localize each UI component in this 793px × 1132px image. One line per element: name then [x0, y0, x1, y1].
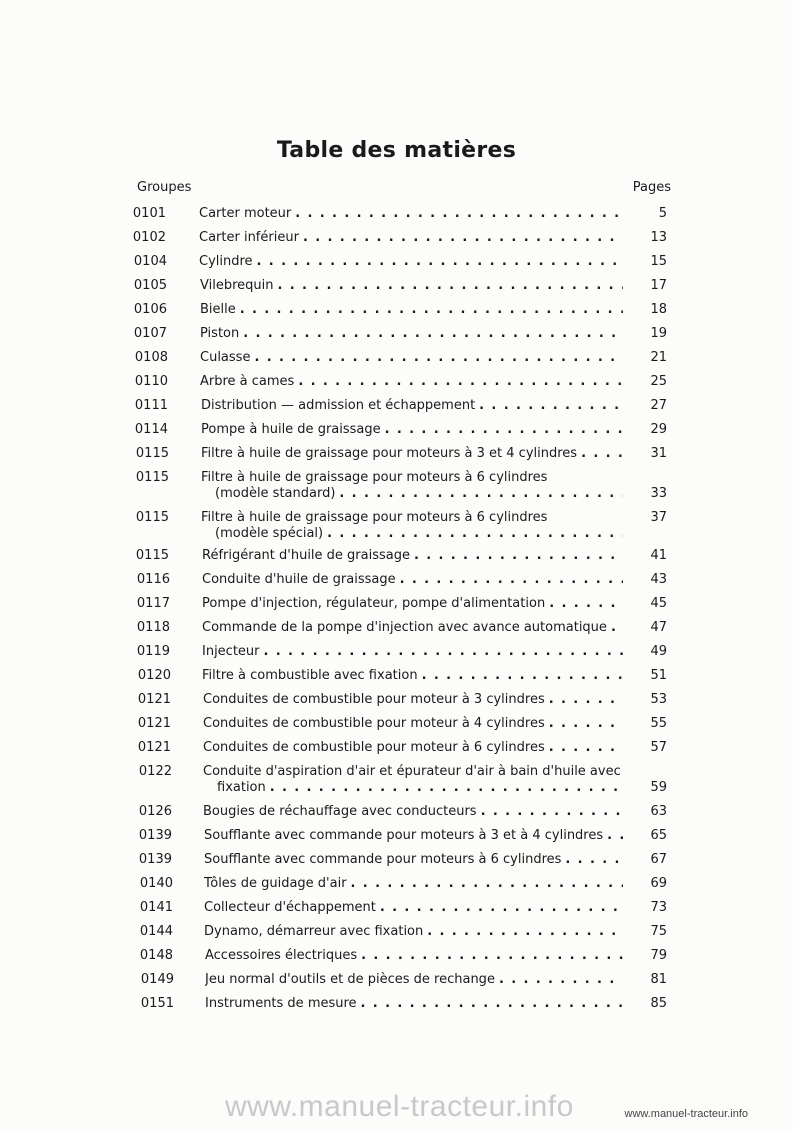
- entry-title: Filtre à huile de graissage pour moteurs à 3 et 4 cylindres: [201, 446, 581, 461]
- entry-title: Commande de la pompe d'injection avec avance automatique: [202, 620, 611, 635]
- group-code: 0105: [133, 278, 167, 293]
- entry-title: Conduites de combustible pour moteur à 4 cylindres: [203, 716, 549, 731]
- group-code: 0148: [139, 948, 173, 963]
- page-number: 43: [650, 572, 667, 587]
- group-code: 0111: [134, 398, 168, 413]
- group-code: 0114: [134, 422, 168, 437]
- group-code: 0120: [137, 668, 171, 683]
- entry-title: (modèle standard): [215, 486, 339, 501]
- page-number: 65: [650, 828, 667, 843]
- group-code: 0115: [135, 446, 169, 461]
- entry-title: Distribution — admission et échappement: [201, 398, 479, 413]
- entry-title: Arbre à cames: [200, 374, 298, 389]
- group-code: 0116: [136, 572, 170, 587]
- entry-title: Pompe d'injection, régulateur, pompe d'alimentation: [202, 596, 549, 611]
- entry-title: Carter moteur: [199, 206, 295, 221]
- entry-title: Vilebrequin: [200, 278, 277, 293]
- group-code: 0121: [137, 692, 171, 707]
- page-number: 59: [650, 780, 667, 795]
- entry-title: Filtre à huile de graissage pour moteurs à 6 cylindres: [201, 510, 551, 525]
- entry-title: Jeu normal d'outils et de pièces de rechange: [205, 972, 499, 987]
- group-code: 0115: [135, 548, 169, 563]
- entry-title: Filtre à huile de graissage pour moteurs à 6 cylindres: [201, 470, 551, 485]
- group-code: 0117: [136, 596, 170, 611]
- page-number: 49: [650, 644, 667, 659]
- entry-title: Dynamo, démarreur avec fixation: [204, 924, 427, 939]
- page-number: 57: [650, 740, 667, 755]
- page-number: 19: [650, 326, 667, 341]
- group-code: 0122: [138, 764, 172, 779]
- page-number: 15: [650, 254, 667, 269]
- entry-title: Accessoires électriques: [205, 948, 361, 963]
- entry-title: Réfrigérant d'huile de graissage: [202, 548, 414, 563]
- group-code: 0151: [140, 996, 174, 1011]
- page-number: 85: [650, 996, 667, 1011]
- page-number: 5: [658, 206, 667, 221]
- entry-title: Injecteur: [202, 644, 264, 659]
- page-number: 37: [650, 510, 667, 525]
- entry-title: (modèle spécial): [215, 526, 327, 541]
- group-code: 0106: [133, 302, 167, 317]
- group-code: 0121: [137, 740, 171, 755]
- watermark: www.manuel-tracteur.info: [225, 1090, 574, 1123]
- group-code: 0115: [135, 510, 169, 525]
- page-number: 18: [650, 302, 667, 317]
- groups-column-header: Groupes: [137, 180, 192, 195]
- entry-title: fixation: [217, 780, 270, 795]
- page-number: 67: [650, 852, 667, 867]
- page-number: 69: [650, 876, 667, 891]
- group-code: 0108: [134, 350, 168, 365]
- page-number: 79: [650, 948, 667, 963]
- group-code: 0104: [133, 254, 167, 269]
- page-number: 33: [650, 486, 667, 501]
- group-code: 0126: [138, 804, 172, 819]
- page-number: 21: [650, 350, 667, 365]
- entry-title: Bielle: [200, 302, 240, 317]
- group-code: 0110: [134, 374, 168, 389]
- page-number: 31: [650, 446, 667, 461]
- entry-title: Conduite d'huile de graissage: [202, 572, 400, 587]
- group-code: 0139: [138, 852, 172, 867]
- group-code: 0119: [136, 644, 170, 659]
- page-number: 73: [650, 900, 667, 915]
- entry-title: Cylindre: [199, 254, 257, 269]
- page-number: 63: [650, 804, 667, 819]
- page-number: 25: [650, 374, 667, 389]
- entry-title: Filtre à combustible avec fixation: [202, 668, 422, 683]
- page-number: 29: [650, 422, 667, 437]
- group-code: 0144: [139, 924, 173, 939]
- group-code: 0107: [133, 326, 167, 341]
- page-number: 41: [650, 548, 667, 563]
- page-number: 13: [650, 230, 667, 245]
- page-number: 17: [650, 278, 667, 293]
- entry-title: Instruments de mesure: [205, 996, 361, 1011]
- entry-title: Collecteur d'échappement: [204, 900, 380, 915]
- page-number: 81: [650, 972, 667, 987]
- group-code: 0139: [138, 828, 172, 843]
- page-title: Table des matières: [276, 138, 517, 163]
- group-code: 0102: [132, 230, 166, 245]
- entry-title: Pompe à huile de graissage: [201, 422, 385, 437]
- page-number: 47: [650, 620, 667, 635]
- entry-title: Tôles de guidage d'air: [204, 876, 351, 891]
- page-number: 75: [650, 924, 667, 939]
- group-code: 0115: [135, 470, 169, 485]
- page-number: 55: [650, 716, 667, 731]
- entry-title: Soufflante avec commande pour moteurs à 3 et à 4 cylindres: [204, 828, 607, 843]
- group-code: 0140: [139, 876, 173, 891]
- group-code: 0101: [132, 206, 166, 221]
- entry-title: Conduites de combustible pour moteur à 6 cylindres: [203, 740, 549, 755]
- pages-column-header: Pages: [632, 180, 671, 195]
- entry-title: Carter inférieur: [199, 230, 303, 245]
- entry-title: Conduites de combustible pour moteur à 3 cylindres: [203, 692, 549, 707]
- group-code: 0121: [137, 716, 171, 731]
- entry-title: Soufflante avec commande pour moteurs à 6 cylindres: [204, 852, 565, 867]
- group-code: 0118: [136, 620, 170, 635]
- group-code: 0141: [139, 900, 173, 915]
- page-number: 45: [650, 596, 667, 611]
- footer-url: www.manuel-tracteur.info: [624, 1108, 748, 1120]
- group-code: 0149: [140, 972, 174, 987]
- entry-title: Piston: [200, 326, 243, 341]
- entry-title: Culasse: [200, 350, 254, 365]
- page-number: 51: [650, 668, 667, 683]
- entry-title: Conduite d'aspiration d'air et épurateur d'air à bain d'huile avec: [203, 764, 623, 779]
- page-number: 53: [650, 692, 667, 707]
- page-number: 27: [650, 398, 667, 413]
- entry-title: Bougies de réchauffage avec conducteurs: [203, 804, 481, 819]
